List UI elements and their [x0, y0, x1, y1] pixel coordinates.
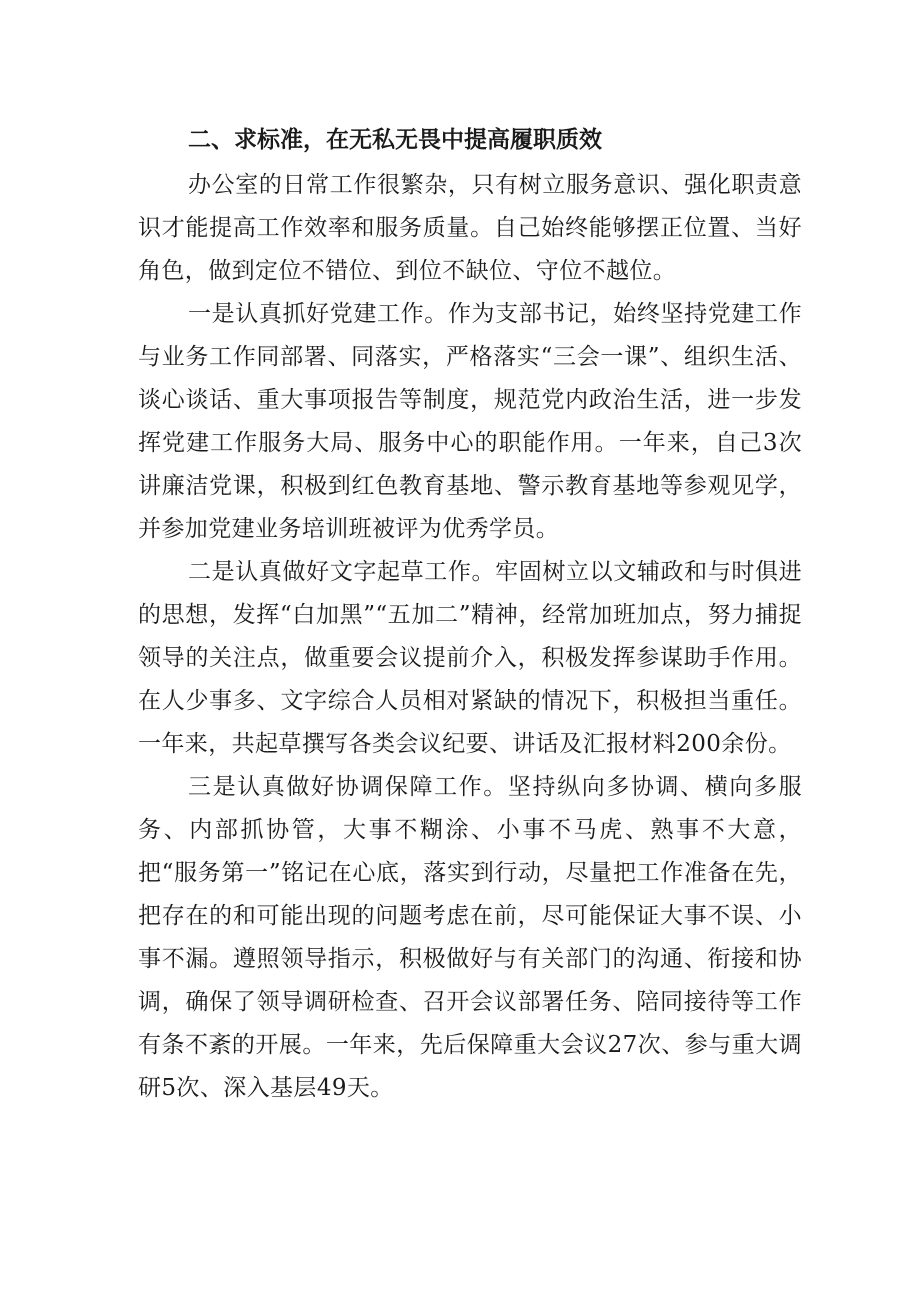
paragraph-drafting: 二是认真做好文字起草工作。牢固树立以文辅政和与时俱进的思想，发挥“白加黑”“五加二”精神，经常加班加点，努力捕捉领导的关注点，做重要会议提前介入，积极发挥参谋助手作用。在人少事多、文字综合人员相对紧缺的情况下，积极担当重任。一年来，共起草撰写各类会议纪要、讲话及汇报材料200余份。 [138, 559, 802, 757]
section-heading: 二、求标准，在无私无畏中提高履职质效 [188, 127, 602, 153]
body-text [138, 164, 802, 1110]
paragraph-intro: 办公室的日常工作很繁杂，只有树立服务意识、强化职责意识才能提高工作效率和服务质量。自己始终能够摆正位置、当好角色，做到定位不错位、到位不缺位、守位不越位。 [138, 172, 802, 284]
paragraph-coordination: 三是认真做好协调保障工作。坚持纵向多协调、横向多服务、内部抓协管，大事不糊涂、小事不马虎、熟事不大意，把“服务第一”铭记在心底，落实到行动，尽量把工作准备在先，把存在的和可能出现的问题考虑在前，尽可能保证大事不误、小事不漏。遵照领导指示，积极做好与有关部门的沟通、衔接和协调，确保了领导调研检查、召开会议部署任务、陪同接待等工作有条不紊的开展。一年来，先后保障重大会议27次、参与重大调研5次、深入基层49天。 [138, 774, 802, 1101]
paragraph-party-building: 一是认真抓好党建工作。作为支部书记，始终坚持党建工作与业务工作同部署、同落实，严格落实“三会一课”、组织生活、谈心谈话、重大事项报告等制度，规范党内政治生活，进一步发挥党建工作服务大局、服务中心的职能作用。一年来，自己3次讲廉洁党课，积极到红色教育基地、警示教育基地等参观见学，并参加党建业务培训班被评为优秀学员。 [138, 301, 802, 542]
